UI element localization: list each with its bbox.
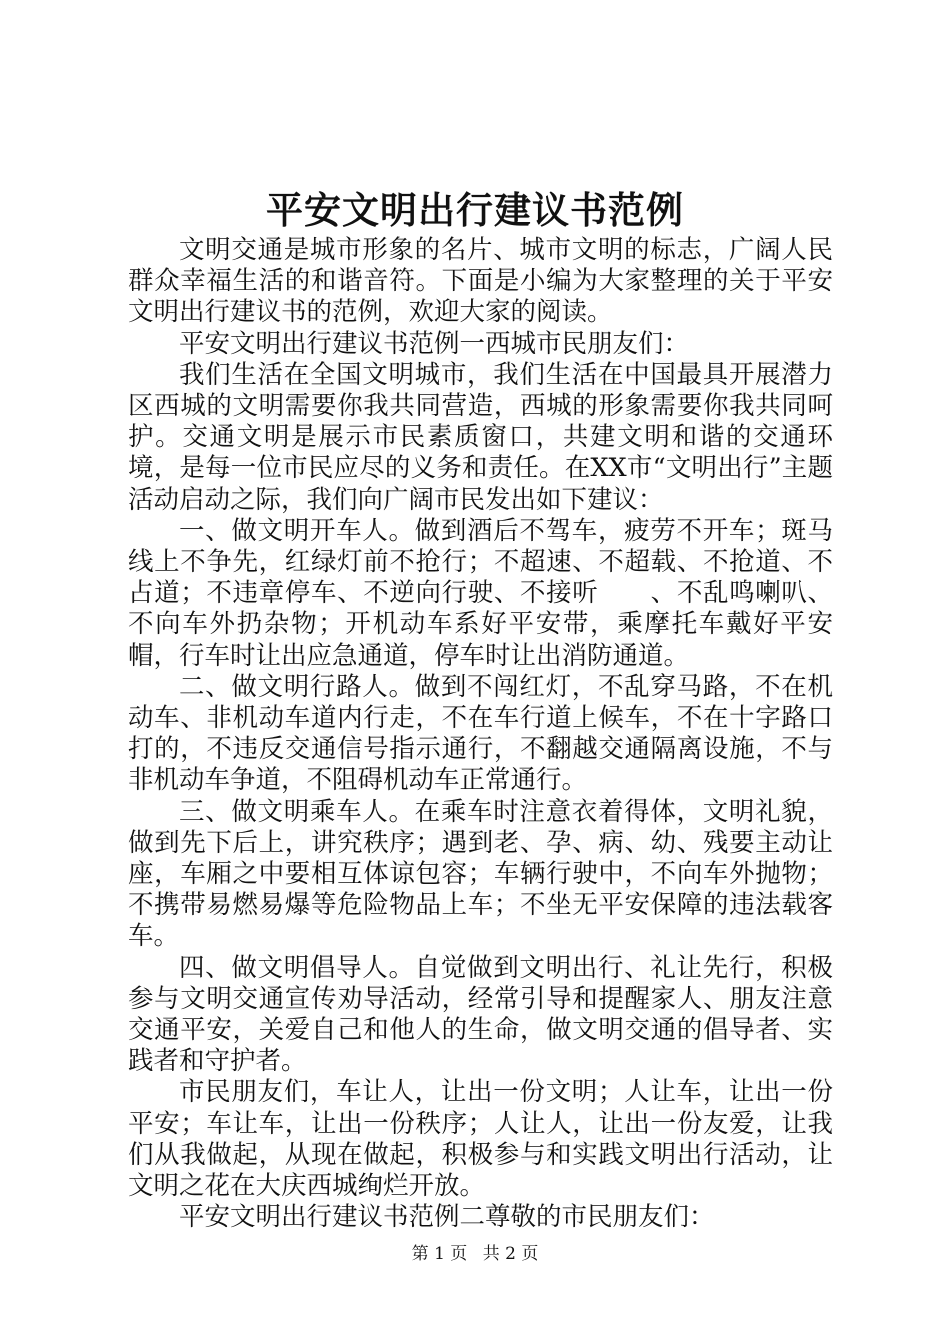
paragraph-civil-pedestrian: 二、做文明行路人。做到不闯红灯，不乱穿马路，不在机动车、非机动车道内行走，不在车行道上候车，不在十字路口打的，不违反交通信号指示通行，不翻越交通隔离设施，不与非机动车争道，不阻碍机动车正常通行。 xyxy=(128,671,833,796)
paragraph-city-civility: 我们生活在全国文明城市，我们生活在中国最具开展潜力区西城的文明需要你我共同营造，西城的形象需要你我共同呵护。交通文明是展示市民素质窗口，共建文明和谐的交通环境，是每一位市民应尽的义务和责任。在XX市“文明出行”主题活动启动之际，我们向广阔市民发出如下建议： xyxy=(128,359,833,515)
paragraph-civil-passenger: 三、做文明乘车人。在乘车时注意衣着得体，文明礼貌，做到先下后上，讲究秩序；遇到老、孕、病、幼、残要主动让座，车厢之中要相互体谅包容；车辆行驶中，不向车外抛物；不携带易燃易爆等危险物品上车；不坐无平安保障的违法载客车。 xyxy=(128,796,833,952)
paragraph-example-one-heading: 平安文明出行建议书范例一西城市民朋友们： xyxy=(179,328,690,359)
paragraph-civil-driver: 一、做文明开车人。做到酒后不驾车，疲劳不开车；斑马线上不争先，红绿灯前不抢行；不超速、不超载、不抢道、不占道；不违章停车、不逆向行驶、不接听 、不乱鸣喇叭、不向车外扔杂物；开机动车系好平安带，乘摩托车戴好平安帽，行车时让出应急通道，停车时让出消防通道。 xyxy=(128,515,833,671)
page-footer xyxy=(0,1242,950,1266)
paragraph-example-two-heading: 平安文明出行建议书范例二尊敬的市民朋友们： xyxy=(179,1202,715,1233)
paragraph-appeal: 市民朋友们，车让人，让出一份文明；人让车，让出一份平安；车让车，让出一份秩序；人让人，让出一份友爱，让我们从我做起，从现在做起，积极参与和实践文明出行活动，让文明之花在大庆西城绚烂开放。 xyxy=(128,1077,833,1202)
document-body xyxy=(128,235,833,1234)
paragraph-civil-advocate: 四、做文明倡导人。自觉做到文明出行、礼让先行，积极参与文明交通宣传劝导活动，经常引导和提醒家人、朋友注意交通平安，关爱自己和他人的生命，做文明交通的倡导者、实践者和守护者。 xyxy=(128,952,833,1077)
page-total: 共 2 页 xyxy=(482,1244,539,1264)
paragraph-intro: 文明交通是城市形象的名片、城市文明的标志，广阔人民群众幸福生活的和谐音符。下面是小编为大家整理的关于平安文明出行建议书的范例，欢迎大家的阅读。 xyxy=(128,235,833,328)
document-title: 平安文明出行建议书范例 xyxy=(266,188,684,232)
page-number: 第 1 页 xyxy=(411,1244,468,1264)
